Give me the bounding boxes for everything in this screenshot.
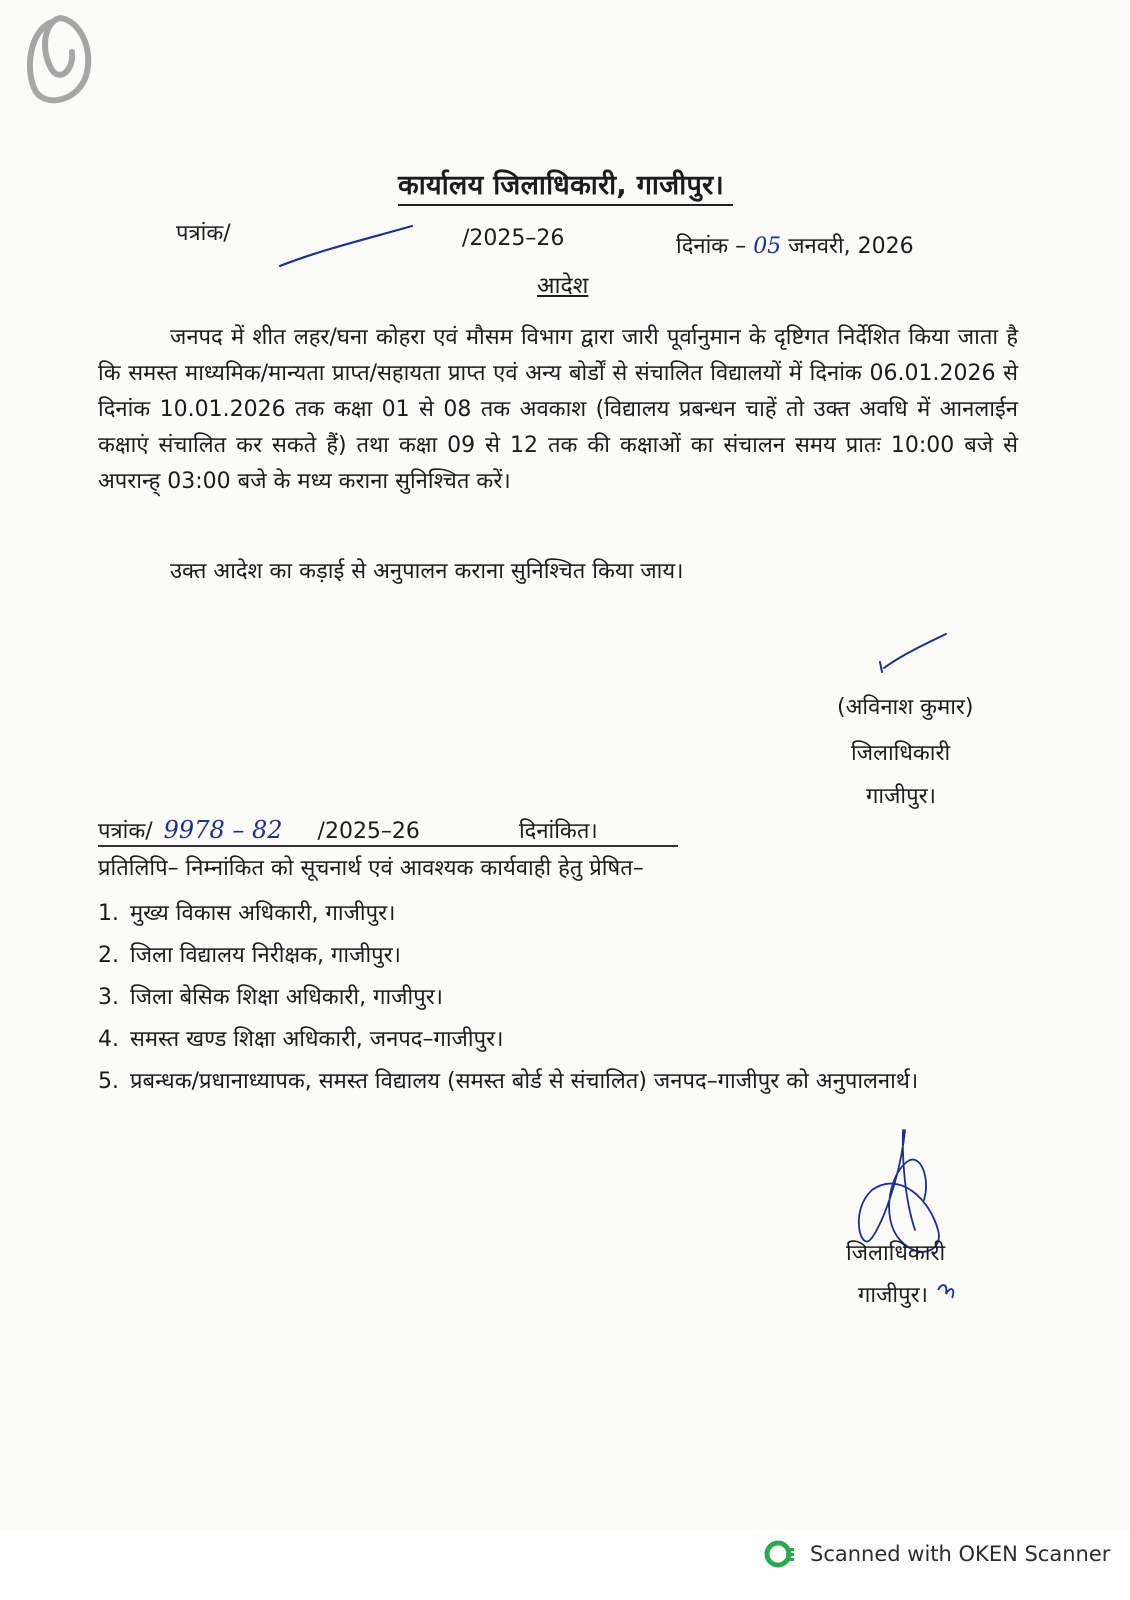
list-item-number: 2. [98,943,119,968]
order-paragraph: जनपद में शीत लहर/घना कोहरा एवं मौसम विभाग द्वारा जारी पूर्वानुमान के दृष्टिगत निर्देशित किया जाता है कि समस्त माध्यमिक/मान्यता प्राप्त/सहायता प्राप्त एवं अन्य बोर्डों से संचालित विद्यालयों में दिनांक 06.01.2026 से दिनांक 10.01.2026 तक कक्षा 01 से 08 तक अवकाश (विद्यालय प्रबन्धन चाहें तो उक्त अवधि में आनलाईन कक्षाएं संचालित कर सकते हैं) तथा कक्षा 09 से 12 तक की कक्षाओं का संचालन समय प्रातः 10:00 बजे से अपरान्ह् 03:00 बजे के मध्य कराना सुनिश्चित करें। [98,325,1018,494]
signature-main [859,1130,939,1252]
list-item [98,893,958,935]
corner-scribble [30,18,88,100]
list-item-text: जिला विद्यालय निरीक्षक, गाजीपुर। [130,943,401,968]
list-item-number: 1. [98,901,119,926]
signatory-designation: जिलाधिकारी [851,741,951,766]
ref-label: पत्रांक/ [176,221,231,246]
list-item [98,935,958,977]
signature-initial [880,634,946,672]
list-item-text: प्रबन्धक/प्रधानाध्यापक, समस्त विद्यालय (समस्त बोर्ड से संचालित) जनपद–गाजीपुर को अनुपालनार्थ। [130,1069,919,1094]
copy-ref-label: पत्रांक/ [98,819,153,844]
list-item-text: जिला बेसिक शिक्षा अधिकारी, गाजीपुर। [130,985,444,1010]
date-label: दिनांक – [676,234,747,259]
signatory-place: गाजीपुर। [866,784,936,809]
signatory-name: (अविनाश कुमार) [837,695,974,720]
ref-year: /2025–26 [462,226,565,251]
list-item-number: 5. [98,1069,119,1094]
scanner-text: Scanned with OKEN Scanner [810,1542,1111,1566]
copy-ref-row [98,815,598,845]
signature-tick [938,1285,953,1298]
list-item-number: 4. [98,1027,119,1052]
order-heading: आदेश [537,273,589,299]
date-day-handwritten: 05 [753,234,782,259]
office-title: कार्यालय जिलाधिकारी, गाजीपुर। [398,170,725,201]
date-rest: जनवरी, 2026 [788,234,914,259]
list-item-text: मुख्य विकास अधिकारी, गाजीपुर। [130,901,396,926]
list-item-number: 3. [98,985,119,1010]
copy-dated-label: दिनांकित। [518,819,598,844]
copy-signatory-place: गाजीपुर। [858,1283,928,1308]
order-date [676,230,914,260]
list-item-text: समस्त खण्ड शिक्षा अधिकारी, जनपद–गाजीपुर। [130,1027,504,1052]
list-item [98,1019,958,1061]
compliance-paragraph: उक्त आदेश का कड़ाई से अनुपालन कराना सुनिश्चित किया जाय। [170,559,684,584]
oken-scanner-logo-icon [764,1538,796,1570]
copy-ref-number-handwritten: 9978 – 82 [163,816,283,844]
copy-ref-underline [98,845,678,847]
list-item [98,1061,958,1103]
list-item [98,977,958,1019]
copy-ref-year: /2025–26 [317,819,420,844]
copy-signatory-designation: जिलाधिकारी [846,1241,946,1266]
title-underline [398,204,733,206]
ref-stroke [280,226,412,266]
recipient-list [98,893,958,1103]
scanner-watermark [764,1538,1110,1570]
copy-heading: प्रतिलिपि– निम्नांकित को सूचनार्थ एवं आवश्यक कार्यवाही हेतु प्रेषित– [98,856,644,881]
